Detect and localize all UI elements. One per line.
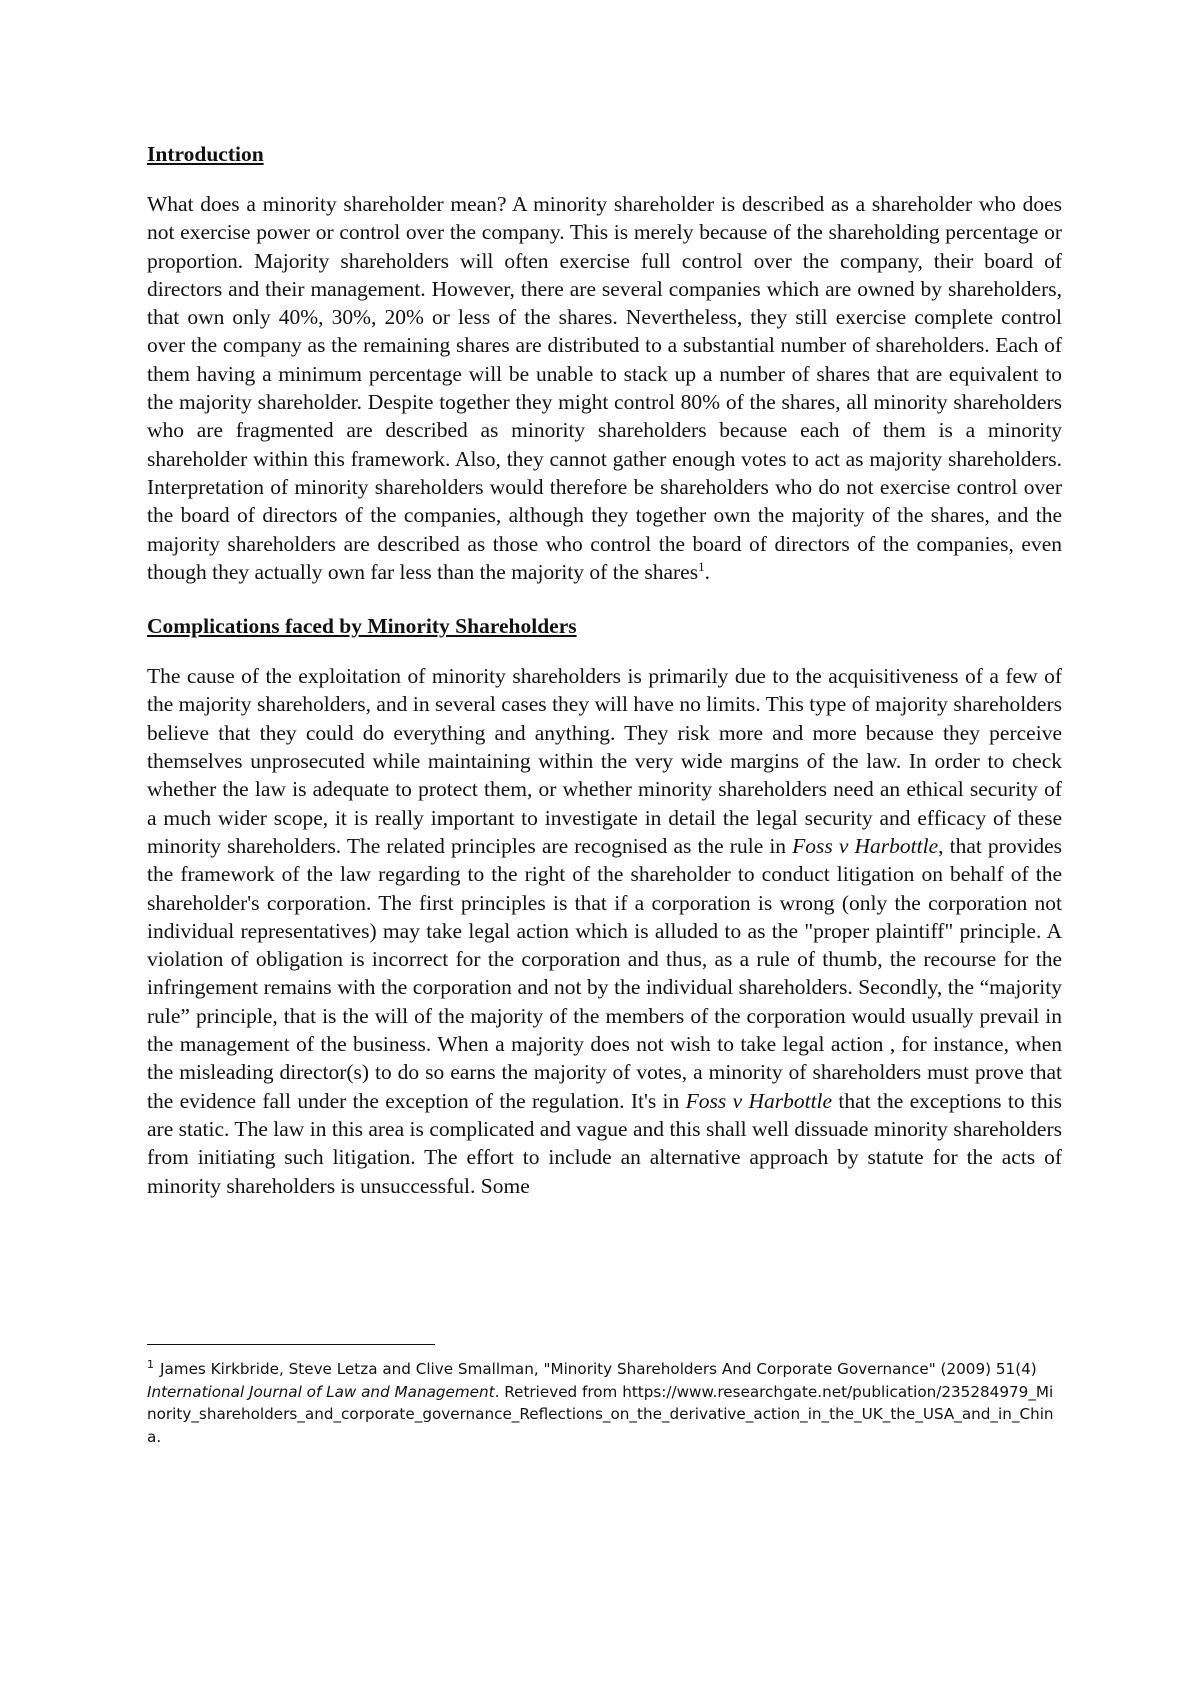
complications-paragraph — [147, 662, 1062, 1200]
introduction-text: What does a minority shareholder mean? A minority shareholder is described as a shareholder who does not exercise power or control over the company. This is merely because of the shareholding percentage or proportion. Majority shareholders will often exercise full control over the company, their board of directors and their management. However, there are several companies which are owned by shareholders, that own only 40%, 30%, 20% or less of the shares. Nevertheless, they still exercise complete control over the company as the remaining shares are distributed to a substantial number of shareholders. Each of them having a minimum percentage will be unable to stack up a number of shares that are equivalent to the majority shareholder. Despite together they might control 80% of the shares, all minority shareholders who are fragmented are described as minority shareholders because each of them is a minority shareholder within this framework. Also, they cannot gather enough votes to act as majority shareholders. Interpretation of minority shareholders would therefore be shareholders who do not exercise control over the board of directors of the companies, although they together own the majority of the shares, and the majority shareholders are described as those who control the board of directors of the companies, even though they actually own far less than the majority of the shares — [147, 192, 1062, 584]
footnote-number: 1 — [147, 1357, 154, 1371]
footnote-journal: International Journal of Law and Management — [147, 1382, 495, 1401]
complications-text-part2: , that provides the framework of the law regarding to the right of the shareholder to conduct litigation on behalf of the shareholder's corporation. The first principles is that if a corporation is wrong (only the corporation not individual representatives) may take legal action which is alluded to as the "proper plaintiff" principle. A violation of obligation is incorrect for the corporation and thus, as a rule of thumb, the recourse for the infringement remains with the corporation and not by the individual shareholders. Secondly, the “majority rule” principle, that is the will of the majority of the members of the corporation would usually prevail in the management of the business. When a majority does not wish to take legal action , for instance, when the misleading director(s) to do so earns the majority of votes, a minority of shareholders must prove that the evidence fall under the exception of the regulation. It's in — [147, 833, 1062, 1113]
case-name-foss-v-harbottle-2: Foss v Harbottle — [685, 1088, 833, 1113]
introduction-text-end: . — [704, 559, 710, 584]
section-heading-complications: Complications faced by Minority Shareholders — [147, 614, 577, 639]
footnote-reference[interactable]: 1 — [698, 558, 705, 574]
complications-text-part1: The cause of the exploitation of minority shareholders is primarily due to the acquisitiveness of a few of the majority shareholders, and in several cases they will have no limits. This type of majority shareholders believe that they could do everything and anything. They risk more and more because they perceive themselves unprosecuted while maintaining within the very wide margins of the law. In order to check whether the law is adequate to protect them, or whether minority shareholders need an ethical security of a much wider scope, it is really important to investigate in detail the legal security and efficacy of these minority shareholders. The related principles are recognised as the rule in — [147, 664, 1062, 858]
case-name-foss-v-harbottle: Foss v Harbottle — [792, 833, 939, 858]
footnote-url-link[interactable]: https://www.researchgate.net/publication/235284979_Minority_shareholders_and_corporate_governance_Reflections_on_the_derivative_action_in_the_UK_the_USA_and_in_China — [147, 1382, 1054, 1446]
footnote-separator — [147, 1344, 435, 1345]
footnote-citation: James Kirkbride, Steve Letza and Clive Smallman, "Minority Shareholders And Corporate Governance" (2009) 51(4) — [160, 1360, 1037, 1378]
footnote-retrieved: . Retrieved from — [494, 1382, 623, 1401]
complications-text-part3: that the exceptions to this are static. The law in this area is complicated and vague and this shall well dissuade minority shareholders from initiating such litigation. The effort to include an alternative approach by statute for the acts of minority shareholders is unsuccessful. Some — [147, 1088, 1062, 1198]
section-heading-introduction: Introduction — [147, 142, 264, 166]
footnote — [147, 1358, 1062, 1448]
introduction-paragraph — [147, 190, 1062, 586]
document-body — [147, 140, 1062, 1200]
footnote-url-end: . — [156, 1427, 162, 1446]
